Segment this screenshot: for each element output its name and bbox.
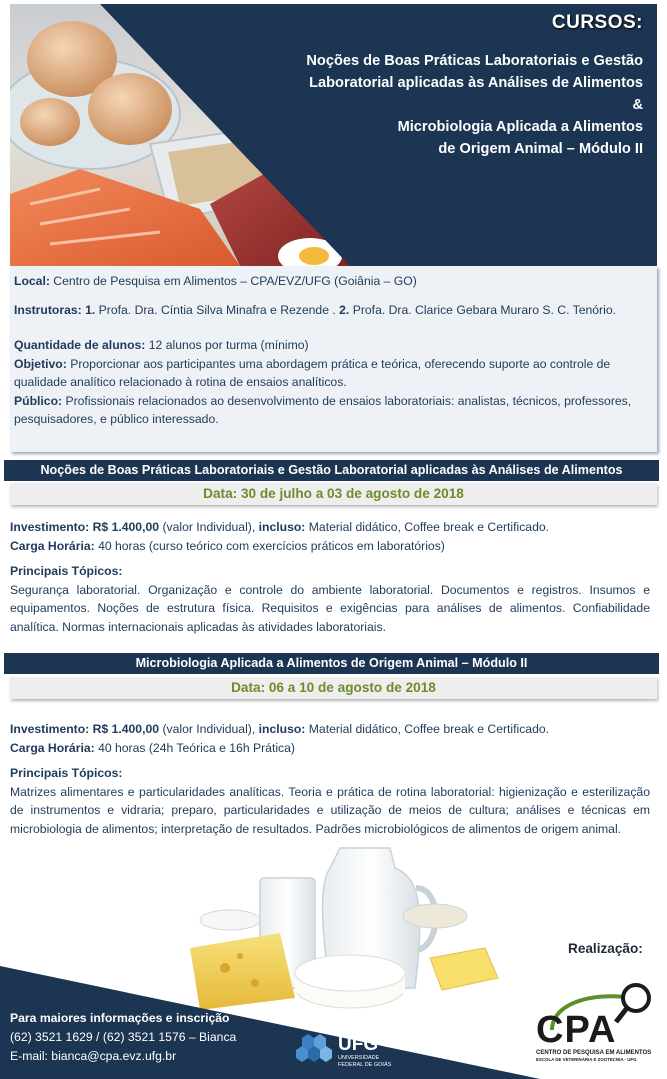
course-2-investimento-line — [10, 720, 650, 739]
course-2-date: Data: 06 a 10 de agosto de 2018 — [10, 677, 657, 699]
contact-title: Para maiores informações e inscrição — [10, 1011, 230, 1025]
investimento-value: R$ 1.400,00 — [92, 520, 160, 534]
realizacao-label: Realização: — [568, 941, 643, 956]
local-label: Local: — [14, 274, 50, 288]
ufg-hexagon-icon — [296, 1034, 332, 1062]
header-banner — [10, 4, 657, 266]
instrutoras-label: Instrutoras: — [14, 302, 82, 317]
instrutora-2-number: 2. — [339, 302, 350, 317]
cpa-subtitle-1: CENTRO DE PESQUISA EM ALIMENTOS — [536, 1050, 652, 1056]
incluso-value: Material didático, Coffee break e Certificado. — [308, 722, 550, 736]
magnifier-icon — [623, 985, 649, 1011]
course-title-line-4: de Origem Animal – Módulo II — [438, 141, 643, 157]
course-1-carga-line — [10, 537, 650, 556]
quantidade-value: 12 alunos por turma (mínimo) — [148, 338, 309, 352]
publico-line — [14, 392, 650, 429]
course-title-line-3: Microbiologia Aplicada a Alimentos — [397, 119, 643, 135]
objetivo-value: Proporcionar aos participantes uma abordagem prática e teórica, oferecendo suporte ao controle de qualidade analítico relacionado à rotina de ensaios analíticos. — [14, 356, 611, 389]
course-title-line-1: Noções de Boas Práticas Laboratoriais e Gestão — [306, 53, 643, 69]
course-1-title-bar: Noções de Boas Práticas Laboratoriais e Gestão Laboratorial aplicadas às Análises de Alimentos — [4, 460, 659, 481]
course-2-title-bar: Microbiologia Aplicada a Alimentos de Origem Animal – Módulo II — [4, 653, 659, 674]
local-line — [14, 272, 650, 291]
course-1-details — [10, 518, 650, 636]
investimento-note: (valor Individual), — [162, 520, 256, 534]
instrutoras-line — [14, 301, 650, 320]
investimento-label: Investimento: — [10, 722, 90, 736]
incluso-label: incluso: — [258, 722, 306, 736]
instrutora-1: Profa. Dra. Cíntia Silva Minafra e Rezende . — [98, 302, 336, 317]
incluso-label: incluso: — [258, 520, 306, 534]
carga-label: Carga Horária: — [10, 740, 95, 755]
quantidade-label: Quantidade de alunos: — [14, 338, 146, 352]
general-info-panel — [10, 266, 657, 452]
incluso-value: Material didático, Coffee break e Certificado. — [308, 520, 550, 534]
cpa-subtitle-2: ESCOLA DE VETERINÁRIA E ZOOTECNIA - UFG — [536, 1057, 637, 1062]
instrutora-2: Profa. Dra. Clarice Gebara Muraro S. C. Tenório. — [352, 302, 616, 317]
publico-value: Profissionais relacionados ao desenvolvimento de ensaios laboratoriais: analistas, técnicos, professores, pesquisadores, e público interessado. — [14, 393, 632, 426]
contact-block — [10, 1009, 236, 1066]
investimento-note: (valor Individual), — [162, 722, 256, 736]
investimento-label: Investimento: — [10, 520, 90, 534]
ufg-subtitle-2: FEDERAL DE GOIÁS — [338, 1062, 392, 1068]
cpa-name: CPA — [536, 1009, 617, 1051]
contact-email[interactable]: E-mail: bianca@cpa.evz.ufg.br — [10, 1049, 177, 1063]
objetivo-line — [14, 355, 650, 392]
objetivo-label: Objetivo: — [14, 356, 67, 371]
course-1-topicos-label: Principais Tópicos: — [10, 564, 123, 578]
cpa-logo — [532, 960, 662, 1068]
course-2-topicos-label: Principais Tópicos: — [10, 766, 123, 780]
contact-phones: (62) 3521 1629 / (62) 3521 1576 – Bianca — [10, 1030, 237, 1044]
course-1-investimento-line — [10, 518, 650, 537]
course-1-topicos-text: Segurança laboratorial. Organização e controle do ambiente laboratorial. Documentos e registros. Insumos e equipamentos. Noções de estrutura física. Requisitos e exigências para análises de alimentos. Confiabilidade analítica. Normas internacionais aplicadas às atividades laboratoriais. — [10, 582, 650, 634]
course-2-carga-line — [10, 739, 650, 758]
quantidade-line — [14, 336, 650, 355]
local-value: Centro de Pesquisa em Alimentos – CPA/EVZ/UFG (Goiânia – GO) — [53, 274, 417, 288]
ufg-name: UFG — [338, 1034, 379, 1055]
investimento-value: R$ 1.400,00 — [92, 722, 160, 736]
carga-value: 40 horas (curso teórico com exercícios práticos em laboratórios) — [98, 538, 445, 553]
cursos-label: CURSOS: — [551, 12, 643, 33]
instrutora-1-number: 1. — [85, 302, 96, 317]
header-text-block — [223, 12, 643, 160]
ufg-subtitle-1: UNIVERSIDADE — [338, 1055, 380, 1061]
publico-label: Público: — [14, 393, 63, 408]
course-1-date: Data: 30 de julho a 03 de agosto de 2018 — [10, 483, 657, 505]
ampersand: & — [632, 97, 643, 113]
course-2-details — [10, 720, 650, 838]
course-title-line-2: Laboratorial aplicadas às Análises de Alimentos — [309, 75, 643, 91]
ufg-logo — [294, 1024, 404, 1070]
carga-value: 40 horas (24h Teórica e 16h Prática) — [98, 740, 295, 755]
carga-label: Carga Horária: — [10, 538, 95, 553]
course-2-topicos-text: Matrizes alimentares e particularidades analíticas. Teoria e prática de rotina laboratorial: higienização e esterilização de instrumentos e vidraria; preparo, particularidades e utilização de meios de cultura; análises e técnicas em microbiologia de alimentos; interpretação de resultados. Padrões microbiológicos de alimentos de origem animal. — [10, 784, 650, 836]
